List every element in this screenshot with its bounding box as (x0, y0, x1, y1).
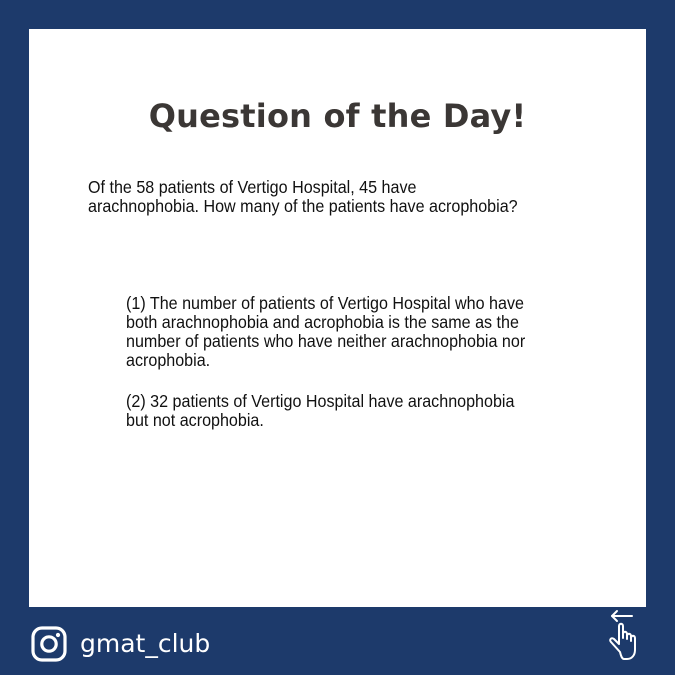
question-line: Of the 58 patients of Vertigo Hospital, 45 have (88, 177, 417, 197)
statements-list (126, 294, 595, 452)
page-title: Question of the Day! (148, 97, 527, 135)
question-card (29, 29, 646, 607)
statement-line: number of patients who have neither arachnophobia nor (126, 331, 526, 351)
statement-line: but not acrophobia. (126, 410, 264, 430)
question-line: arachnophobia. How many of the patients have acrophobia? (88, 196, 518, 216)
statement-2 (126, 392, 595, 430)
question-text (88, 178, 566, 216)
instagram-icon[interactable] (30, 625, 68, 663)
statement-line: (2) 32 patients of Vertigo Hospital have arachnophobia (126, 391, 515, 411)
statement-line: (1) The number of patients of Vertigo Hospital who have (126, 293, 524, 313)
statement-1 (126, 294, 595, 370)
swipe-hand-icon (598, 606, 646, 664)
instagram-handle[interactable]: gmat_club (80, 629, 211, 658)
statement-line: both arachnophobia and acrophobia is the same as the (126, 312, 519, 332)
statement-line: acrophobia. (126, 350, 211, 370)
